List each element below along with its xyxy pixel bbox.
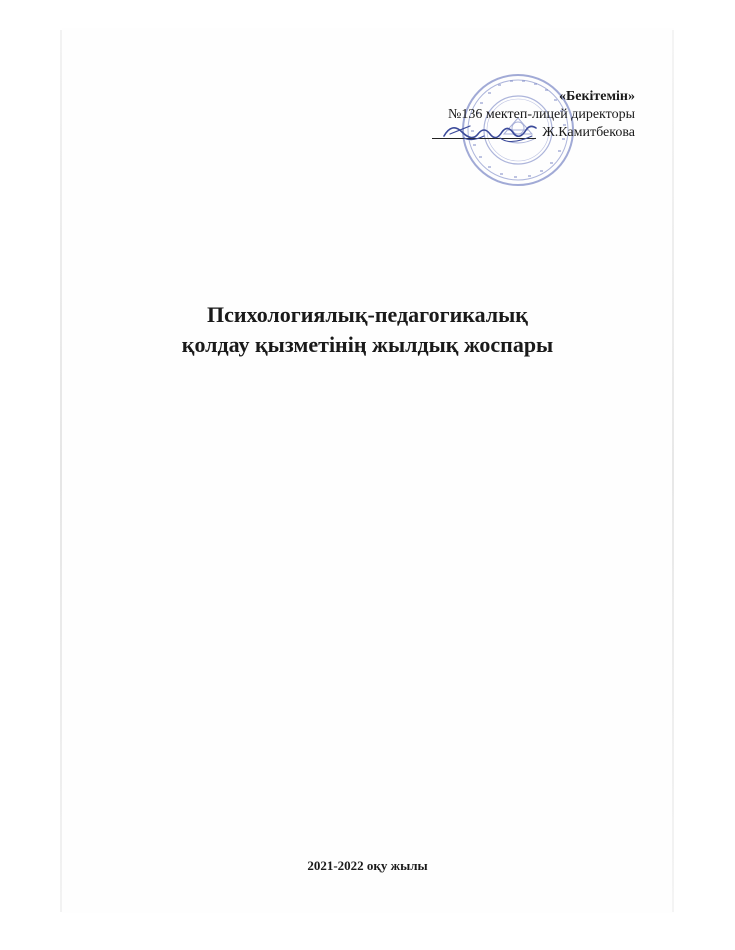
approval-title: «Бекітемін» <box>558 89 635 104</box>
approval-position: №136 мектеп-лицей директоры <box>448 107 635 122</box>
page-edge-left <box>60 30 62 912</box>
document-page <box>62 28 674 913</box>
approval-name: Ж.Камитбекова <box>542 125 635 140</box>
document-title-line-1: Психологиялық-педагогикалық <box>207 302 528 327</box>
document-title <box>0 300 735 360</box>
signature-icon <box>440 112 540 152</box>
page-edge-right <box>672 30 674 912</box>
document-title-line-2: қолдау қызметінің жылдық жоспары <box>181 332 554 357</box>
academic-year: 2021-2022 оқу жылы <box>307 858 428 873</box>
